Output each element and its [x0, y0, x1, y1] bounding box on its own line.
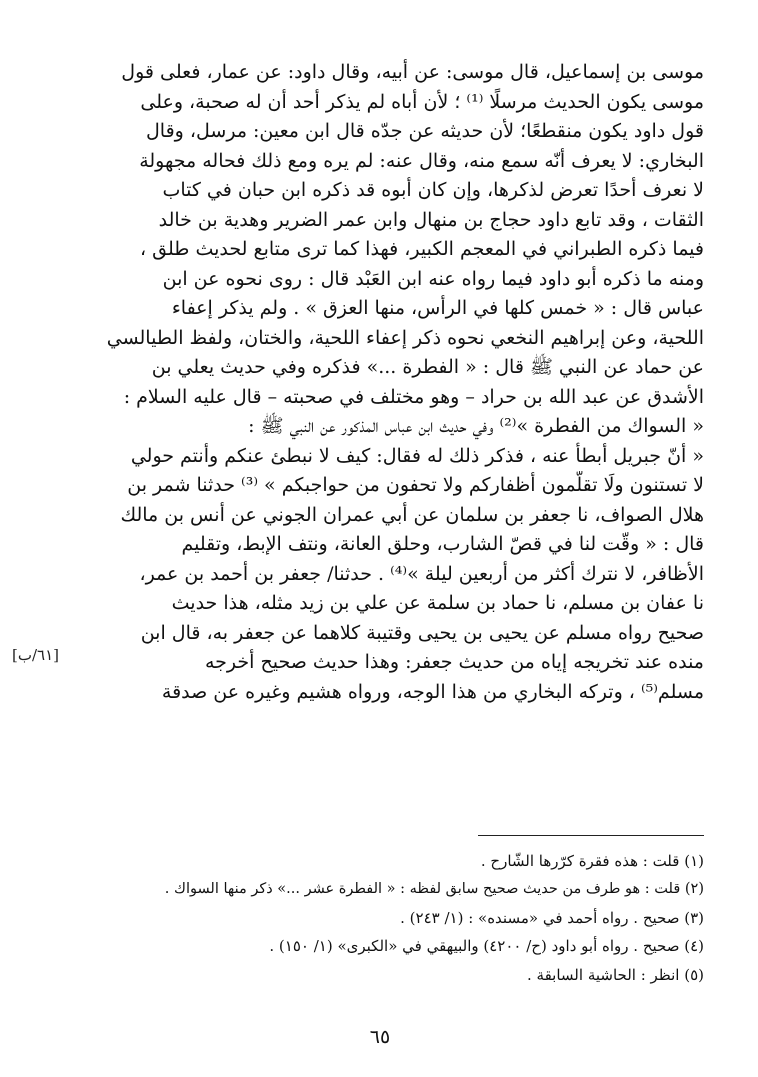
text-line: منده عند تخريجه إياه من حديث جعفر: وهذا حديث صحيح أخرجه — [204, 651, 704, 673]
text-line: « السواك من الفطرة »⁽²⁾ وفي حديث ابن عباس المذكور عن النبي ﷺ : — [248, 415, 704, 437]
text-line: الأظافر، لا نترك أكثر من أربعين ليلة »⁽⁴⁾ . حدثنا/ جعفر بن أحمد بن عمر، — [139, 562, 704, 585]
text-line: عن حماد عن النبي ﷺ قال : « الفطرة ...» فذكره وفي حديث يعلي بن — [151, 356, 704, 378]
text-line: ومنه ما ذكره أبو داود فيما رواه عنه ابن العَبْد قال : روى نحوه عن ابن — [162, 267, 704, 290]
text-line: صحيح رواه مسلم عن يحيى بن يحيى وقتيبة كلاهما عن جعفر به، قال ابن — [140, 621, 704, 644]
text-line: اللحية، وعن إبراهيم النخعي نحوه ذكر إعفاء اللحية، والختان، ولفظ الطيالسي — [106, 326, 704, 349]
text-line: قال : « وقّت لنا في قصّ الشارب، وحلق العانة، ونتف الإبط، وتقليم — [181, 533, 704, 555]
manuscript-folio-marker: [٦١/ب] — [12, 646, 60, 664]
footnote: (١) قلت : هذه فقرة كرّرها الشّارح . — [480, 852, 704, 870]
text-line: موسى يكون الحديث مرسلًا ⁽¹⁾ ؛ لأن أباه لم يذكر أحد أن له صحبة، وعلى — [140, 90, 704, 113]
text-line: عباس قال : « خمس كلها في الرأس، منها العزق » . ولم يذكر إعفاء — [171, 297, 704, 319]
footnote: (٣) صحيح . رواه أحمد في «مسنده» : (١/ ٢٤٣) . — [400, 908, 704, 927]
text-line: نا عفان بن مسلم، نا حماد بن سلمة عن علي بن زيد مثله، هذا حديث — [171, 592, 704, 614]
text-line: البخاري: لا يعرف أنّه سمع منه، وقال عنه: لم يره ومع ذلك فحاله مجهولة — [139, 149, 704, 172]
footnote-separator — [478, 835, 704, 836]
text-line: « أنّ جبريل أبطأ عنه ، فذكر ذلك له فقال: كيف لا نبطئ عنكم وأنتم حولي — [130, 444, 704, 467]
text-line: مسلم⁽⁵⁾ ، وتركه البخاري من هذا الوجه، ورواه هشيم وغيره عن صدقة — [161, 680, 704, 703]
text-line: قول داود يكون منقطعًا؛ لأن حديثه عن جدّه قال ابن معين: مرسل، وقال — [146, 120, 704, 142]
footnote: (٢) قلت : هو طرف من حديث صحيح سابق لفظه : « الفطرة عشر ...» ذكر منها السواك . — [164, 881, 704, 898]
text-line: هلال الصواف، نا جعفر بن سلمان عن أبي عمران الجوني عن أنس بن مالك — [120, 503, 704, 526]
text-line: لا نعرف أحدًا تعرض لذكرها، وإن كان أبوه قد ذكره ابن حبان في كتاب — [162, 179, 704, 201]
footnote: (٤) صحيح . رواه أبو داود (ح/ ٤٢٠٠) والبيهقي في «الكبرى» (١/ ١٥٠) . — [269, 937, 704, 956]
text-line: فيما ذكره الطبراني في المعجم الكبير، فهذا كما ترى متابع لحديث طلق ، — [140, 238, 704, 260]
main-text — [72, 58, 704, 707]
footnote: (٥) انظر : الحاشية السابقة . — [527, 965, 704, 984]
page-number: ٦٥ — [369, 1026, 391, 1048]
text-line: الأشدق عن عبد الله بن حراد – وهو مختلف في صحبته – قال عليه السلام : — [123, 385, 704, 408]
text-line: لا تستنون ولَا تقلّمون أظفاركم ولا تحفون من حواجبكم » ⁽³⁾ حدثنا شمر بن — [127, 474, 704, 496]
text-line: الثقات ، وقد تابع داود حجاج بن منهال وابن عمر الضرير وهدية بن خالد — [158, 208, 704, 231]
footnotes — [150, 847, 704, 989]
text-line: موسى بن إسماعيل، قال موسى: عن أبيه، وقال داود: عن عمار، فعلى قول — [121, 61, 704, 83]
